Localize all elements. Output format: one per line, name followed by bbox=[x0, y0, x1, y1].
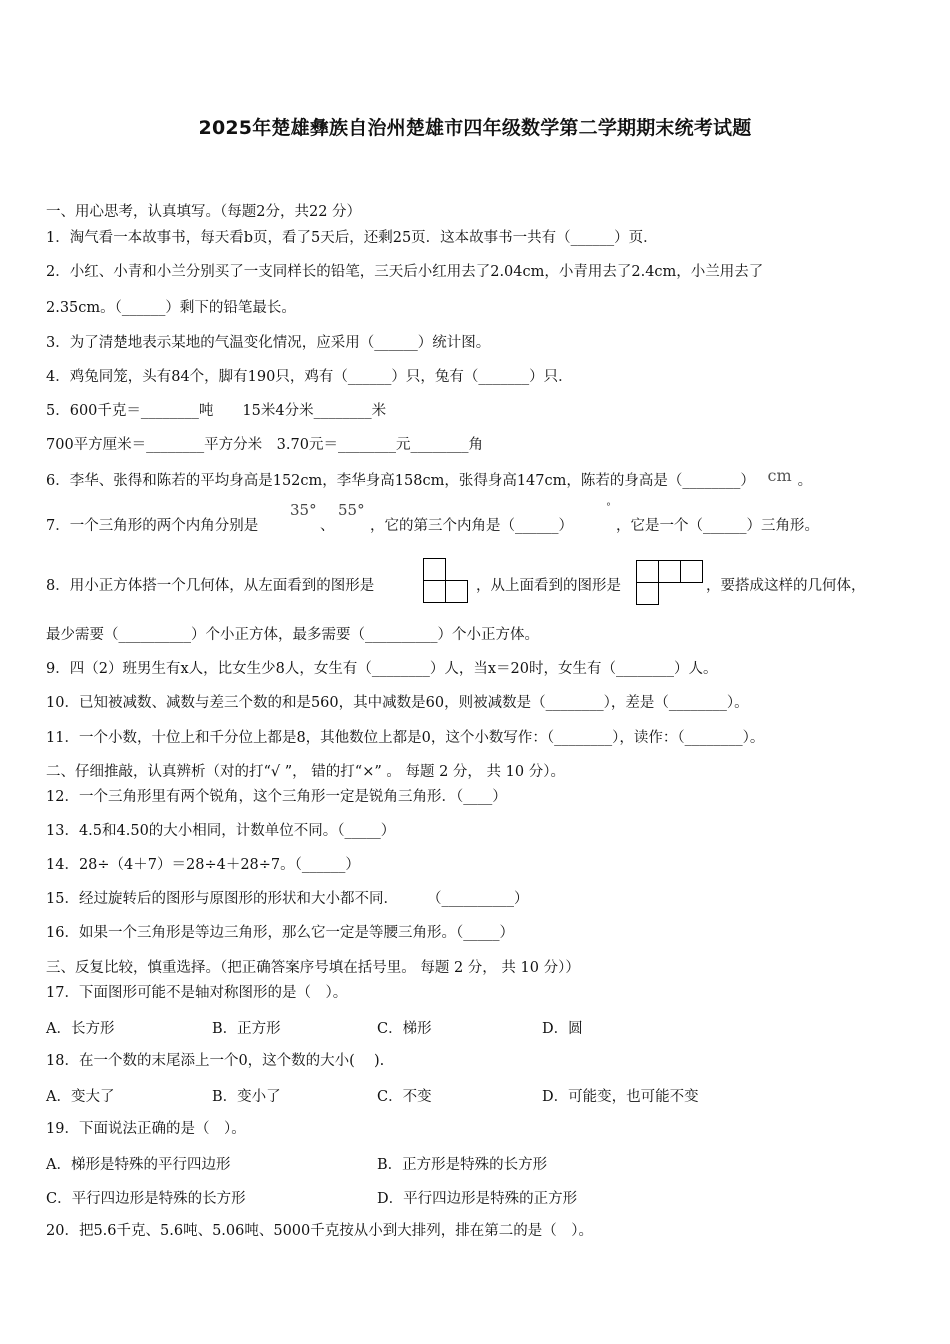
question-18: 18．在一个数的末尾添上一个0，这个数的大小( ). bbox=[46, 1053, 385, 1069]
question-15: 15．经过旋转后的图形与原图形的形状和大小都不同． （__________） bbox=[46, 891, 529, 907]
question-11: 11．一个小数，十位上和千分位上都是8，其他数位上都是0，这个小数写作：（________），读作：（________）。 bbox=[46, 730, 765, 746]
question-13: 13．4.5和4.50的大小相同，计数单位不同。（_____） bbox=[46, 823, 396, 839]
question-2-line-2: 2.35cm。（______）剩下的铅笔最长。 bbox=[46, 300, 296, 316]
q17-option-a: A．长方形 bbox=[46, 1021, 115, 1037]
question-6-end: 。 bbox=[797, 473, 813, 489]
angle-35: 35° bbox=[290, 501, 317, 519]
section-1-heading: 一、用心思考，认真填写。（每题2分，共22 分） bbox=[46, 204, 362, 220]
q17-option-d: D．圆 bbox=[542, 1021, 583, 1037]
degree-symbol: ° bbox=[606, 502, 611, 513]
question-17: 17．下面图形可能不是轴对称图形的是（ ）。 bbox=[46, 985, 348, 1001]
question-7-end: ，它是一个（______）三角形。 bbox=[616, 518, 819, 534]
q18-option-d: D．可能变，也可能不变 bbox=[542, 1089, 699, 1105]
question-7-middle: ，它的第三个内角是（______） bbox=[370, 518, 573, 534]
angle-55: 55° bbox=[338, 501, 365, 519]
question-6-unit: cm bbox=[767, 466, 792, 485]
question-9: 9．四（2）班男生有x人，比女生少8人，女生有（________）人，当x＝20时，女生有（________）人。 bbox=[46, 661, 718, 677]
question-1: 1．淘气看一本故事书，每天看b页，看了5天后，还剩25页．这本故事书一共有（______）页． bbox=[46, 230, 658, 246]
q18-option-c: C．不变 bbox=[377, 1089, 432, 1105]
page-title: 2025年楚雄彝族自治州楚雄市四年级数学第二学期期末统考试题 bbox=[198, 117, 752, 139]
question-7-start: 7．一个三角形的两个内角分别是 bbox=[46, 518, 259, 534]
question-7-separator: 、 bbox=[320, 518, 335, 534]
question-8-part-3: ，要搭成这样的几何体， bbox=[706, 578, 866, 594]
question-8-part-2: ，从上面看到的图形是 bbox=[476, 578, 621, 594]
question-12: 12．一个三角形里有两个锐角，这个三角形一定是锐角三角形．（____） bbox=[46, 789, 507, 805]
question-8-part-1: 8．用小正方体搭一个几何体，从左面看到的图形是 bbox=[46, 578, 375, 594]
left-view-square bbox=[445, 580, 468, 603]
question-8-line-2: 最少需要（__________）个小正方体，最多需要（__________）个小正方体。 bbox=[46, 627, 539, 643]
question-16: 16．如果一个三角形是等边三角形，那么它一定是等腰三角形。（_____） bbox=[46, 925, 514, 941]
top-view-square bbox=[636, 582, 659, 605]
question-19: 19．下面说法正确的是（ ）。 bbox=[46, 1121, 246, 1137]
question-10: 10．已知被减数、减数与差三个数的和是560，其中减数是60，则被减数是（________），差是（________）。 bbox=[46, 695, 749, 711]
question-5-line-2: 700平方厘米＝________平方分米 3.70元＝________元________角 bbox=[46, 437, 483, 453]
q19-option-a: A．梯形是特殊的平行四边形 bbox=[46, 1157, 231, 1173]
question-5-line-1: 5．600千克＝________吨 15米4分米________米 bbox=[46, 403, 387, 419]
question-6-text: 6．李华、张得和陈若的平均身高是152cm，李华身高158cm，张得身高147cm，陈若的身高是（________） bbox=[46, 473, 755, 489]
q18-option-a: A．变大了 bbox=[46, 1089, 115, 1105]
q19-option-c: C．平行四边形是特殊的长方形 bbox=[46, 1191, 246, 1207]
question-2-line-1: 2．小红、小青和小兰分别买了一支同样长的铅笔，三天后小红用去了2.04cm，小青用去了2.4cm，小兰用去了 bbox=[46, 264, 764, 280]
top-view-square bbox=[658, 560, 681, 583]
q18-option-b: B．变小了 bbox=[212, 1089, 281, 1105]
q19-option-d: D．平行四边形是特殊的正方形 bbox=[377, 1191, 578, 1207]
q17-option-b: B．正方形 bbox=[212, 1021, 281, 1037]
question-20: 20．把5.6千克、5.6吨、5.06吨、5000千克按从小到大排列，排在第二的是（ ）。 bbox=[46, 1223, 594, 1239]
left-view-square bbox=[423, 580, 446, 603]
question-14: 14．28÷（4＋7）＝28÷4＋28÷7。（______） bbox=[46, 857, 360, 873]
section-3-heading: 三、反复比较，慎重选择。（把正确答案序号填在括号里。 每题 2 分， 共 10 分）） bbox=[46, 960, 580, 976]
top-view-square bbox=[636, 560, 659, 583]
q19-option-b: B．正方形是特殊的长方形 bbox=[377, 1157, 548, 1173]
q17-option-c: C．梯形 bbox=[377, 1021, 432, 1037]
question-6 bbox=[46, 466, 813, 491]
top-view-square bbox=[680, 560, 703, 583]
section-2-heading: 二、仔细推敲，认真辨析（对的打“√ ”， 错的打“×” 。 每题 2 分， 共 10 分）。 bbox=[46, 764, 565, 780]
question-3: 3．为了清楚地表示某地的气温变化情况，应采用（______）统计图。 bbox=[46, 335, 491, 351]
left-view-square bbox=[423, 558, 446, 581]
question-4: 4．鸡兔同笼，头有84个，脚有190只，鸡有（______）只，兔有（_______）只． bbox=[46, 369, 573, 385]
